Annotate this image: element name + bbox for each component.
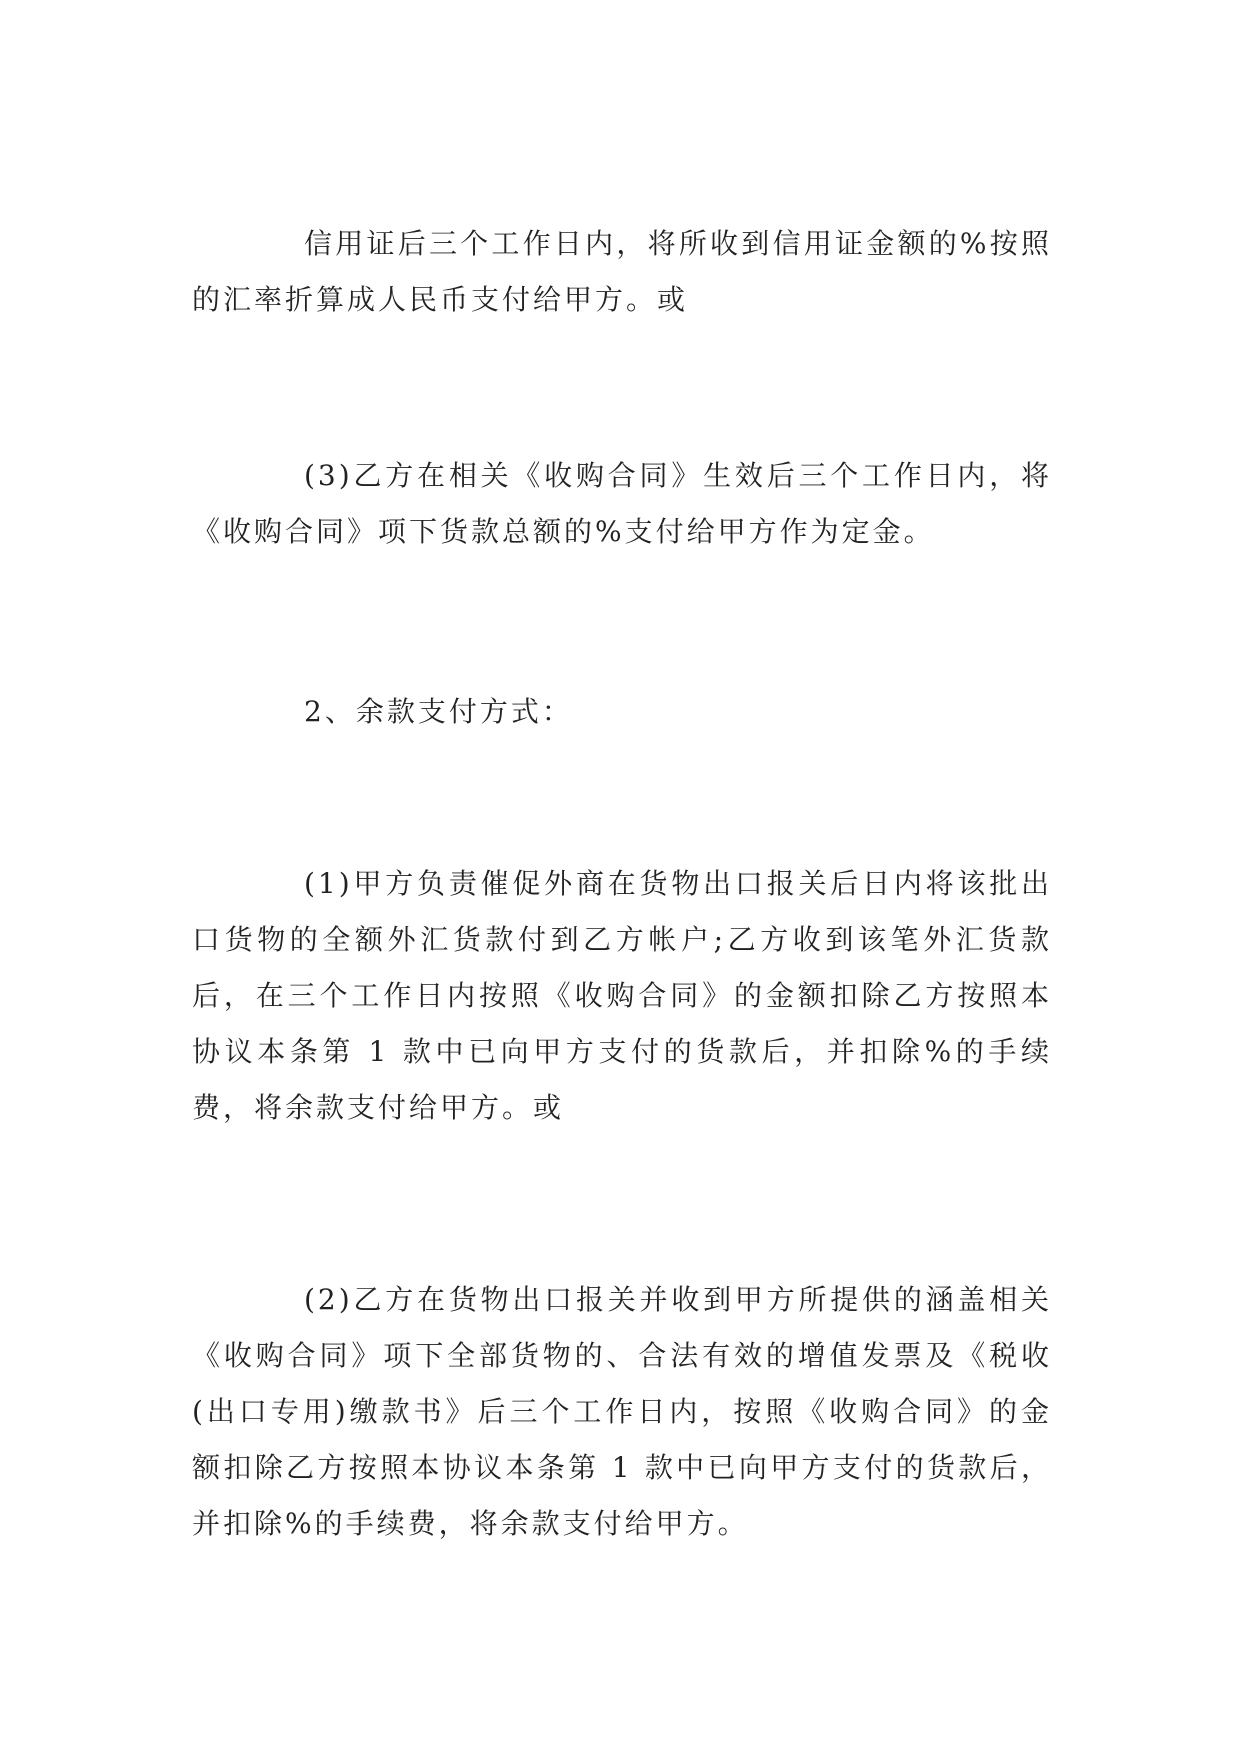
paragraph-balance-option-2: (2)乙方在货物出口报关并收到甲方所提供的涵盖相关《收购合同》项下全部货物的、合法有效的增值发票及《税收(出口专用)缴款书》后三个工作日内，按照《收购合同》的金额扣除乙方按照本协议本条第 1 款中已向甲方支付的货款后，并扣除%的手续费，将余款支付给甲方。 — [192, 1283, 1052, 1540]
paragraph-deposit-clause: (3)乙方在相关《收购合同》生效后三个工作日内，将《收购合同》项下货款总额的%支付给甲方作为定金。 — [192, 459, 1052, 548]
paragraph-balance-option-1: (1)甲方负责催促外商在货物出口报关后日内将该批出口货物的全额外汇货款付到乙方帐户;乙方收到该笔外汇货款后，在三个工作日内按照《收购合同》的金额扣除乙方按照本协议本条第 1 款中已向甲方支付的货款后，并扣除%的手续费，将余款支付给甲方。或 — [192, 867, 1052, 1124]
section-heading-balance-payment: 2、余款支付方式： — [304, 695, 573, 728]
paragraph-lc-payment: 信用证后三个工作日内，将所收到信用证金额的%按照的汇率折算成人民币支付给甲方。或 — [192, 227, 1052, 316]
